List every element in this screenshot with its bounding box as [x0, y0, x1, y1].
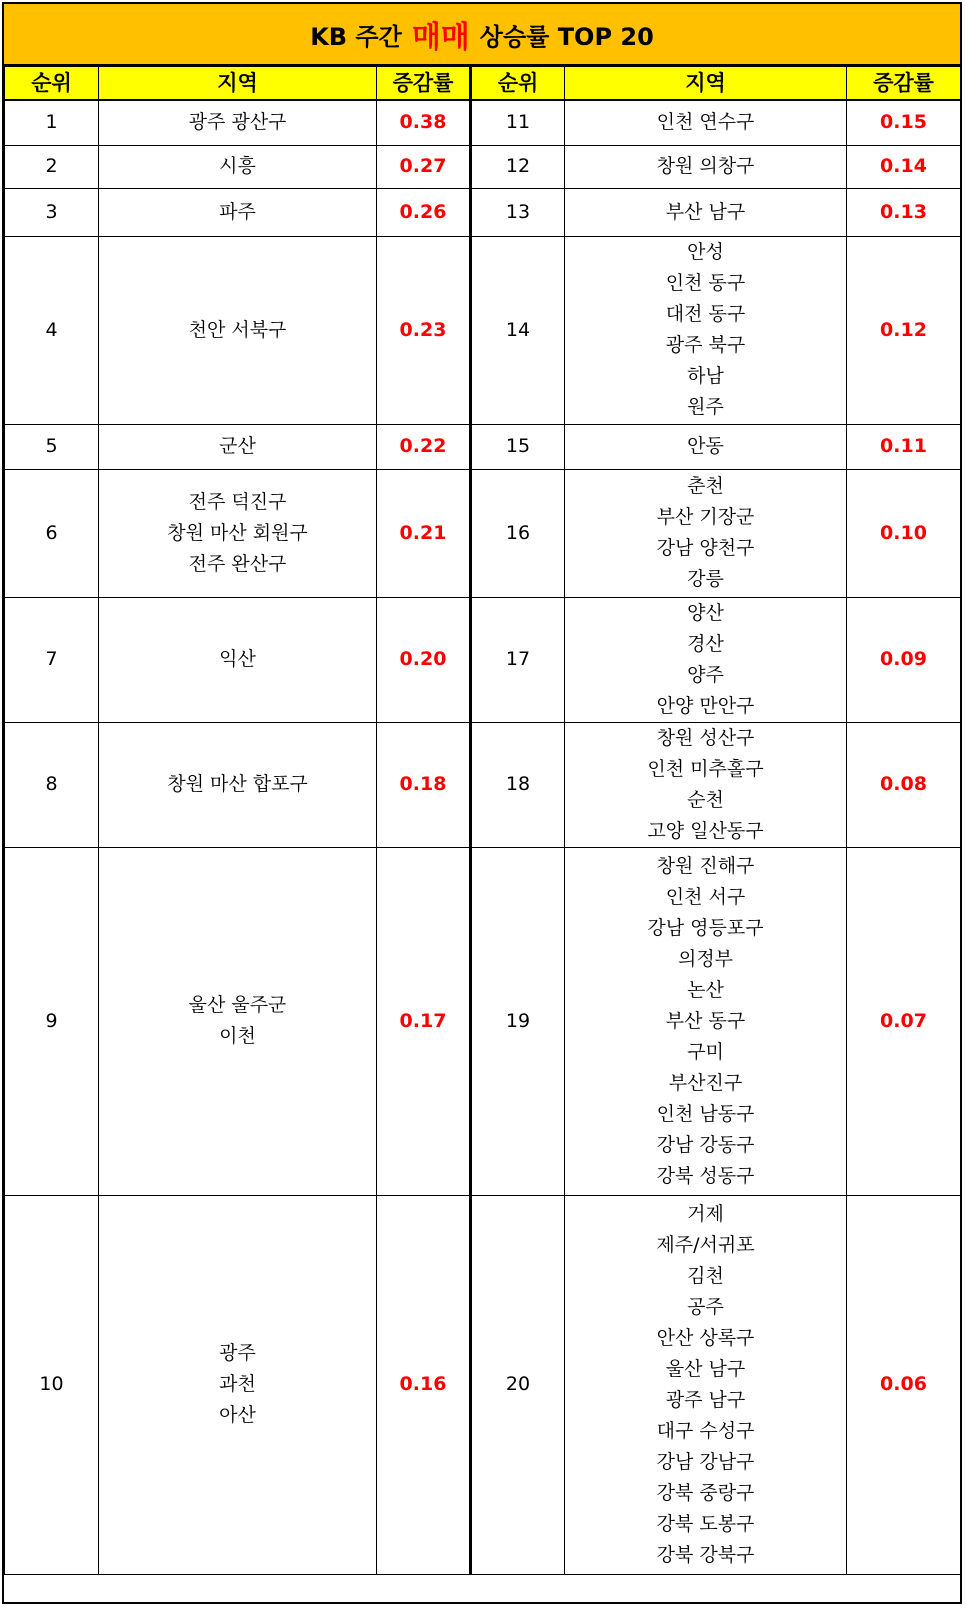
- table-row: [5, 1195, 961, 1574]
- region-name: 인천 미추홀구: [647, 757, 764, 780]
- region-name: 울산 울주군: [188, 994, 287, 1016]
- region-name: 거제: [687, 1202, 724, 1225]
- region-name: 강남 영등포구: [647, 916, 764, 939]
- table-row: [5, 236, 961, 424]
- rate-cell-left: 0.21: [377, 469, 471, 597]
- region-name: 대전 동구: [665, 303, 746, 325]
- region-name: 인천 연수구: [656, 111, 755, 134]
- region-name: 안양 만안구: [656, 694, 755, 717]
- region-name: 강북 도봉구: [656, 1512, 755, 1535]
- header-row: [5, 67, 961, 101]
- region-name: 제주/서귀포: [656, 1233, 755, 1256]
- rank-cell-left: 10: [5, 1195, 99, 1574]
- region-name: 파주: [219, 200, 256, 223]
- rate-cell-right: 0.08: [847, 722, 961, 847]
- header-region-left: 지역: [99, 67, 377, 101]
- rank-cell-left: 8: [5, 722, 99, 847]
- rank-cell-left: 2: [5, 145, 99, 188]
- region-cell-right: [565, 847, 847, 1195]
- region-cell-left: [99, 597, 377, 722]
- rank-cell-left: 4: [5, 236, 99, 424]
- region-name: 안성: [687, 241, 724, 263]
- region-name: 창원 의창구: [656, 155, 755, 177]
- title-bar: [4, 4, 960, 66]
- region-cell-left: [99, 469, 377, 597]
- region-cell-right: [565, 236, 847, 424]
- region-name: 강남 강남구: [656, 1450, 755, 1473]
- rate-cell-right: 0.10: [847, 469, 961, 597]
- rank-cell-right: 20: [471, 1195, 565, 1574]
- region-name: 안동: [687, 435, 724, 457]
- title-prefix: KB 주간: [310, 22, 402, 51]
- rate-cell-right: 0.11: [847, 424, 961, 469]
- rate-cell-left: 0.26: [377, 188, 471, 236]
- region-name: 강북 중랑구: [656, 1481, 755, 1504]
- rank-cell-right: 11: [471, 100, 565, 145]
- region-name: 창원 마산 합포구: [167, 773, 308, 795]
- title-highlight: 매매: [411, 20, 470, 55]
- region-name: 부산진구: [668, 1071, 743, 1094]
- region-name: 광주 남구: [665, 1388, 746, 1411]
- region-name: 군산: [219, 435, 256, 457]
- header-rank-left: 순위: [5, 67, 99, 101]
- region-name: 양주: [687, 663, 724, 686]
- rate-cell-left: 0.17: [377, 847, 471, 1195]
- rate-cell-left: 0.27: [377, 145, 471, 188]
- rank-cell-right: 14: [471, 236, 565, 424]
- table-row: [5, 145, 961, 188]
- region-name: 창원 마산 회원구: [167, 521, 308, 544]
- region-name: 의정부: [677, 947, 734, 970]
- rate-cell-right: 0.14: [847, 145, 961, 188]
- region-name: 공주: [687, 1295, 724, 1318]
- region-name: 인천 서구: [665, 885, 746, 908]
- region-name: 전주 덕진구: [188, 490, 287, 513]
- region-name: 광주 북구: [665, 334, 746, 356]
- rate-cell-right: 0.07: [847, 847, 961, 1195]
- rank-cell-left: 6: [5, 469, 99, 597]
- region-name: 춘천: [687, 475, 724, 497]
- region-name: 아산: [219, 1404, 256, 1426]
- region-name: 창원 성산구: [656, 726, 755, 749]
- region-name: 고양 일산동구: [647, 819, 764, 842]
- region-cell-left: [99, 424, 377, 469]
- region-name: 부산 기장군: [656, 506, 755, 528]
- region-name: 경산: [687, 632, 724, 655]
- rate-cell-right: 0.09: [847, 597, 961, 722]
- rank-cell-left: 1: [5, 100, 99, 145]
- rank-cell-right: 12: [471, 145, 565, 188]
- region-name: 광주 광산구: [188, 111, 287, 134]
- region-name: 하남: [687, 365, 724, 387]
- table-row: [5, 847, 961, 1195]
- rank-cell-left: 3: [5, 188, 99, 236]
- region-cell-right: [565, 1195, 847, 1574]
- region-cell-right: [565, 188, 847, 236]
- region-name: 시흥: [219, 155, 256, 177]
- rate-cell-right: 0.12: [847, 236, 961, 424]
- region-name: 광주: [219, 1342, 256, 1364]
- region-cell-right: [565, 597, 847, 722]
- rate-cell-left: 0.18: [377, 722, 471, 847]
- region-cell-left: [99, 145, 377, 188]
- region-name: 부산 남구: [665, 200, 746, 223]
- table-row: [5, 722, 961, 847]
- region-cell-right: [565, 469, 847, 597]
- rate-cell-right: 0.15: [847, 100, 961, 145]
- region-name: 강북 성동구: [656, 1164, 755, 1187]
- rate-cell-left: 0.23: [377, 236, 471, 424]
- region-name: 순천: [687, 788, 724, 811]
- region-cell-right: [565, 145, 847, 188]
- header-rank-right: 순위: [471, 67, 565, 101]
- region-cell-right: [565, 100, 847, 145]
- ranking-table: [4, 66, 961, 1575]
- region-cell-left: [99, 188, 377, 236]
- rate-cell-right: 0.06: [847, 1195, 961, 1574]
- rate-cell-left: 0.16: [377, 1195, 471, 1574]
- title-suffix: 상승률 TOP 20: [479, 22, 654, 51]
- header-rate-left: 증감률: [377, 67, 471, 101]
- rank-cell-right: 13: [471, 188, 565, 236]
- rate-cell-right: 0.13: [847, 188, 961, 236]
- region-name: 울산 남구: [665, 1357, 746, 1380]
- region-name: 과천: [219, 1373, 256, 1395]
- region-name: 양산: [687, 601, 724, 624]
- region-name: 전주 완산구: [188, 552, 287, 575]
- region-name: 천안 서북구: [188, 318, 287, 341]
- region-name: 강북 강북구: [656, 1543, 755, 1566]
- table-row: [5, 597, 961, 722]
- rank-cell-left: 5: [5, 424, 99, 469]
- region-cell-left: [99, 236, 377, 424]
- rate-cell-left: 0.38: [377, 100, 471, 145]
- rank-cell-right: 19: [471, 847, 565, 1195]
- region-name: 익산: [219, 648, 256, 670]
- header-region-right: 지역: [565, 67, 847, 101]
- ranking-frame: [2, 2, 962, 1604]
- region-cell-right: [565, 424, 847, 469]
- table-row: [5, 188, 961, 236]
- region-name: 안산 상록구: [656, 1326, 755, 1349]
- table-row: [5, 100, 961, 145]
- region-name: 강릉: [687, 568, 724, 590]
- rank-cell-right: 17: [471, 597, 565, 722]
- region-name: 이천: [219, 1025, 256, 1047]
- region-cell-right: [565, 722, 847, 847]
- region-cell-left: [99, 722, 377, 847]
- region-name: 대구 수성구: [656, 1419, 755, 1442]
- region-name: 구미: [687, 1040, 724, 1063]
- rate-cell-left: 0.20: [377, 597, 471, 722]
- rank-cell-right: 16: [471, 469, 565, 597]
- header-rate-right: 증감률: [847, 67, 961, 101]
- rank-cell-left: 7: [5, 597, 99, 722]
- rate-cell-left: 0.22: [377, 424, 471, 469]
- region-cell-left: [99, 100, 377, 145]
- table-row: [5, 424, 961, 469]
- region-name: 인천 남동구: [656, 1102, 755, 1125]
- region-cell-left: [99, 847, 377, 1195]
- region-name: 김천: [687, 1264, 724, 1287]
- region-name: 강남 양천구: [656, 537, 755, 559]
- region-name: 원주: [687, 396, 724, 418]
- region-name: 강남 강동구: [656, 1133, 755, 1156]
- region-name: 창원 진해구: [656, 854, 755, 877]
- rank-cell-right: 15: [471, 424, 565, 469]
- region-name: 인천 동구: [665, 272, 746, 294]
- ranking-body: [5, 100, 961, 1574]
- region-cell-left: [99, 1195, 377, 1574]
- region-name: 논산: [687, 978, 724, 1001]
- table-row: [5, 469, 961, 597]
- rank-cell-right: 18: [471, 722, 565, 847]
- region-name: 부산 동구: [665, 1009, 746, 1032]
- rank-cell-left: 9: [5, 847, 99, 1195]
